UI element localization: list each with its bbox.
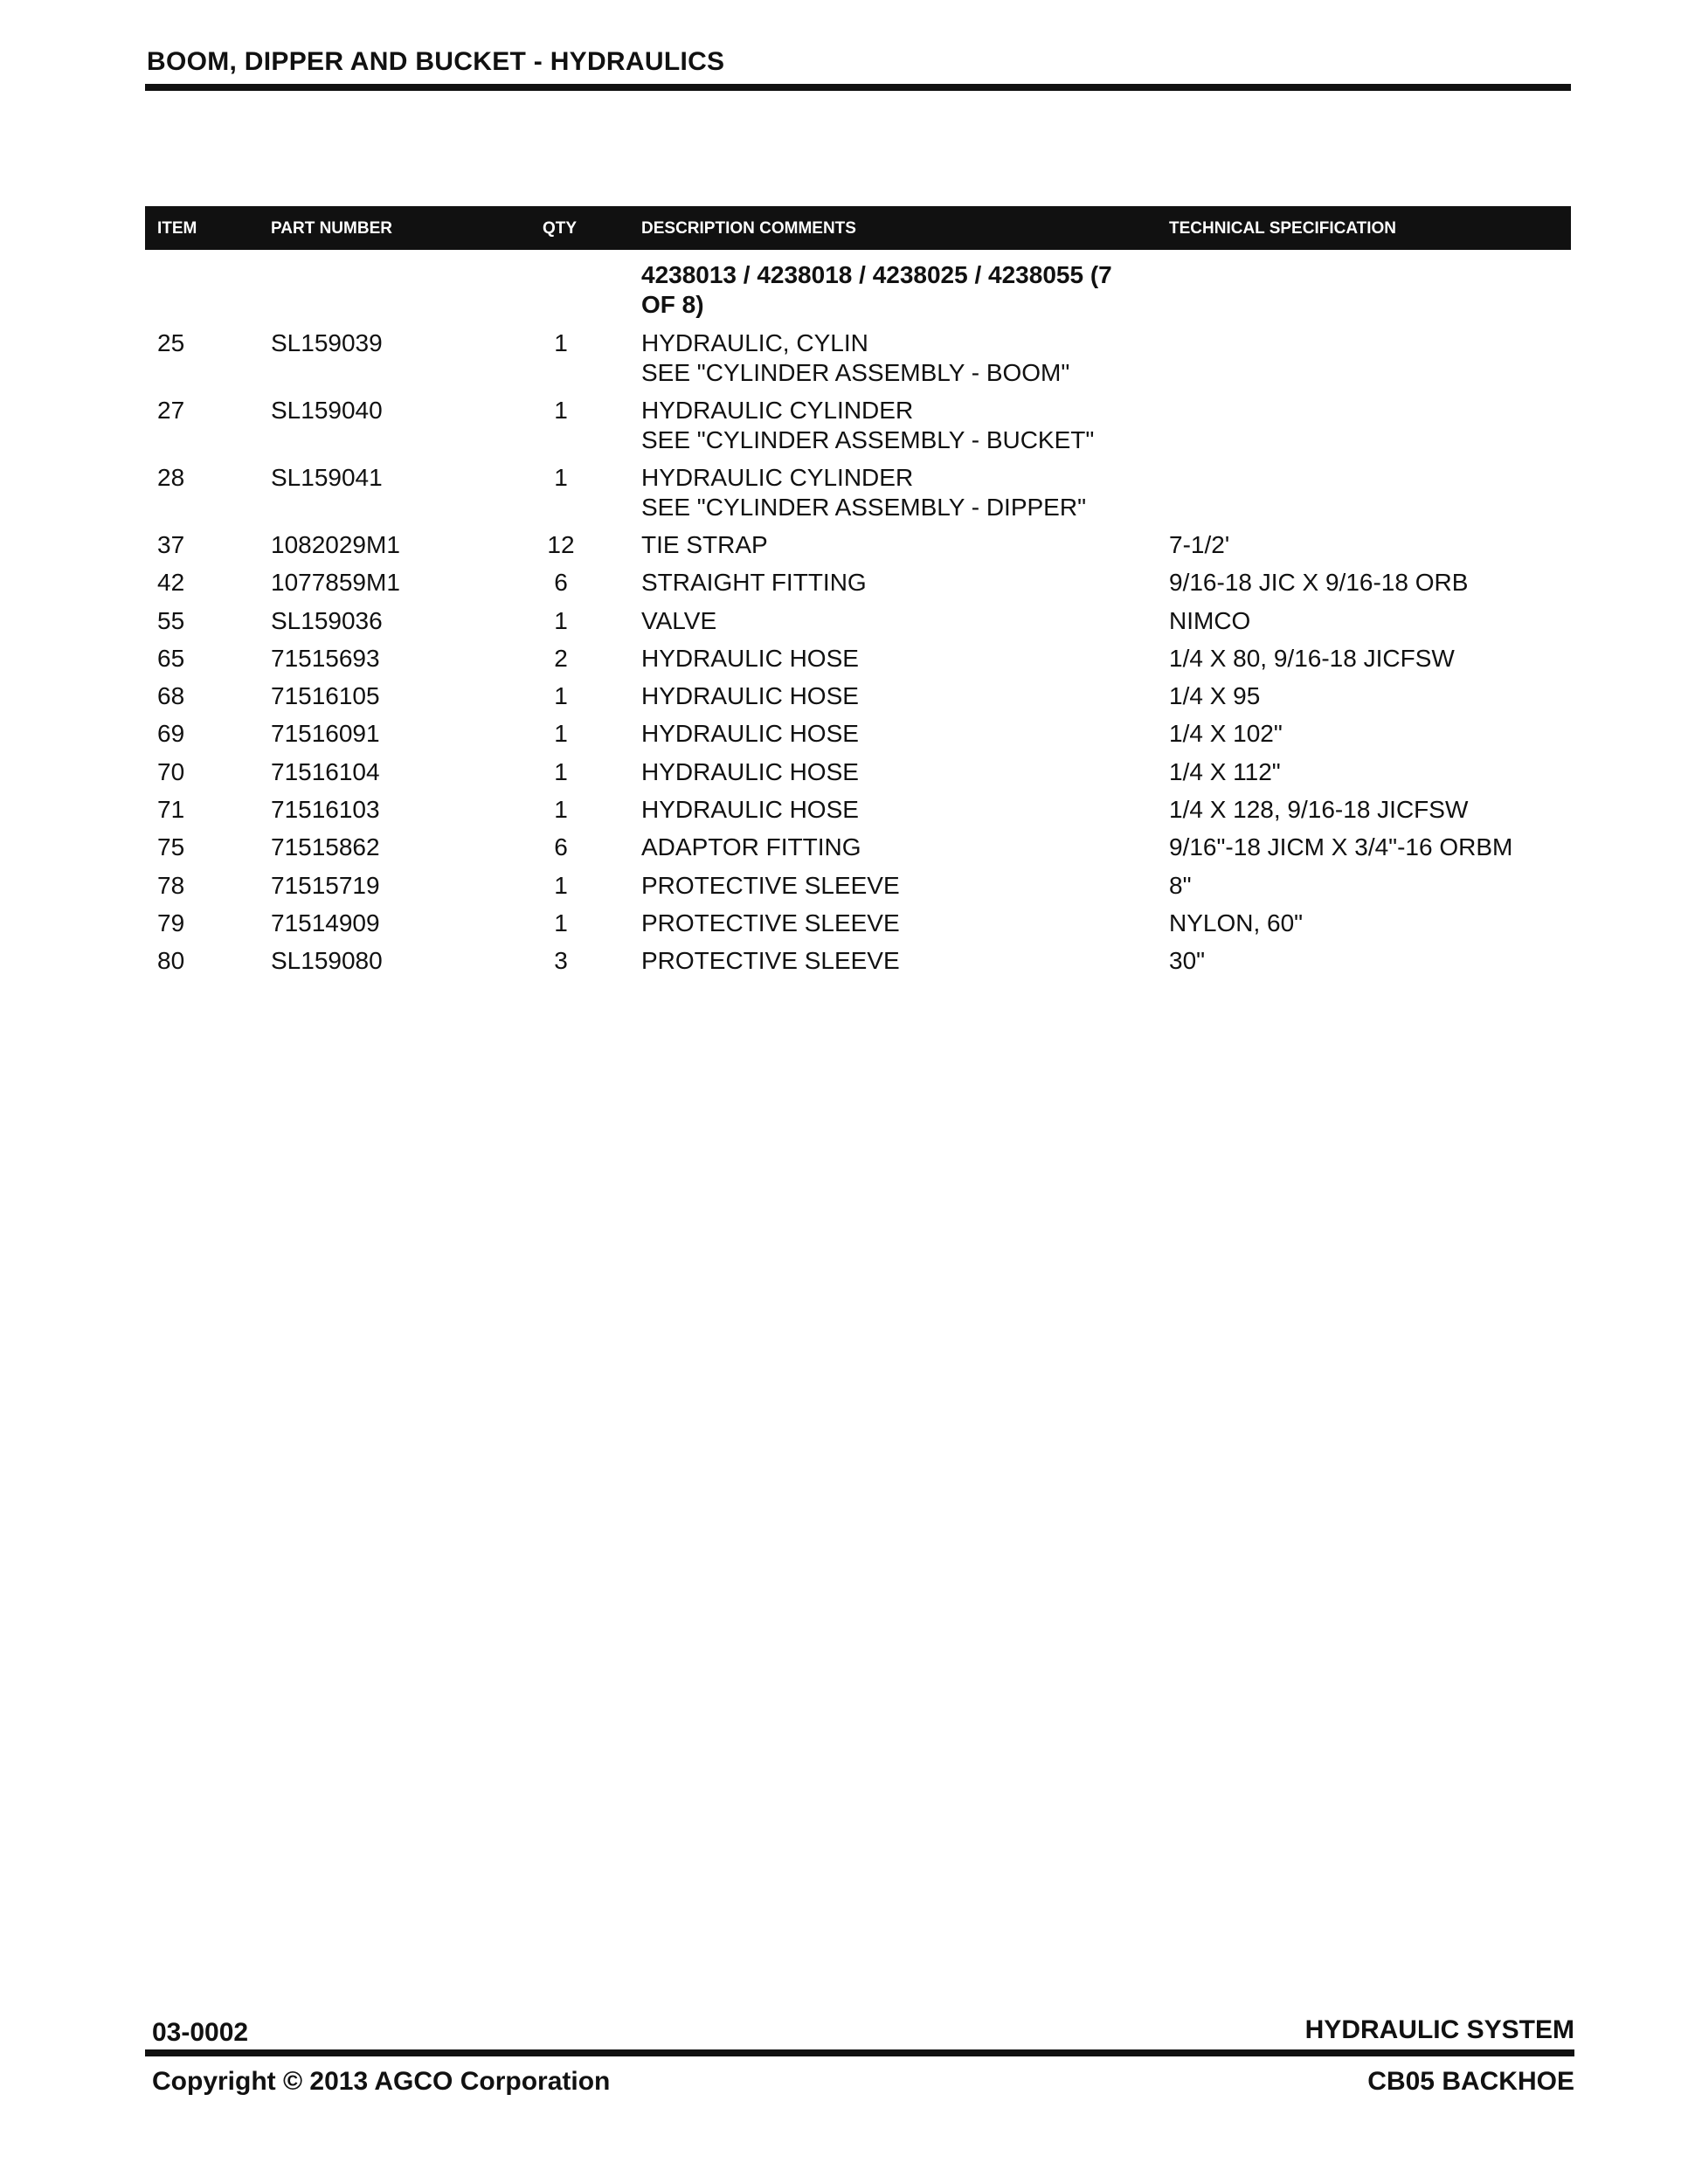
tech-spec-cell: 9/16"-18 JICM X 3/4"-16 ORBM bbox=[1169, 833, 1513, 861]
part-number-cell: 1082029M1 bbox=[271, 531, 400, 558]
table-row bbox=[145, 606, 1571, 644]
item-cell: 78 bbox=[157, 871, 185, 899]
table-row bbox=[145, 833, 1571, 870]
item-cell: 75 bbox=[157, 833, 185, 861]
description-cell: HYDRAULIC HOSE bbox=[641, 796, 859, 824]
tech-spec-cell: NYLON, 60" bbox=[1169, 909, 1304, 936]
page-title: BOOM, DIPPER AND BUCKET - HYDRAULICS bbox=[147, 47, 725, 76]
qty-cell: 6 bbox=[554, 833, 568, 861]
part-number-cell: 1077859M1 bbox=[271, 569, 400, 597]
comment-text: SEE "CYLINDER ASSEMBLY - BOOM" bbox=[641, 359, 1070, 386]
table-row bbox=[145, 757, 1571, 795]
item-cell: 25 bbox=[157, 329, 185, 356]
qty-cell: 1 bbox=[554, 682, 568, 710]
tech-spec-cell: 1/4 X 95 bbox=[1169, 682, 1261, 710]
qty-cell: 1 bbox=[554, 397, 568, 424]
qty-cell: 1 bbox=[554, 909, 568, 936]
description-cell: HYDRAULIC HOSE bbox=[641, 720, 859, 748]
part-number-cell: 71515862 bbox=[271, 833, 380, 861]
part-number-cell: 71516103 bbox=[271, 796, 380, 824]
description-cell: PROTECTIVE SLEEVE bbox=[641, 909, 900, 936]
item-cell: 79 bbox=[157, 909, 185, 936]
description-cell: ADAPTOR FITTING bbox=[641, 833, 861, 861]
table-body bbox=[145, 328, 1571, 985]
section-title: HYDRAULIC SYSTEM bbox=[1304, 2015, 1574, 2044]
qty-cell: 1 bbox=[554, 757, 568, 785]
description-cell: HYDRAULIC HOSE bbox=[641, 644, 859, 672]
title-rule bbox=[145, 84, 1571, 91]
qty-cell: 1 bbox=[554, 464, 568, 491]
part-number-cell: SL159036 bbox=[271, 606, 383, 634]
table-row bbox=[145, 795, 1571, 833]
model-note-row bbox=[145, 260, 1571, 328]
page-code: 03-0002 bbox=[152, 2018, 249, 2047]
item-cell: 70 bbox=[157, 757, 185, 785]
table-header bbox=[145, 206, 1571, 250]
part-number-cell: 71516104 bbox=[271, 757, 380, 785]
comment-text: SEE "CYLINDER ASSEMBLY - BUCKET" bbox=[641, 426, 1095, 453]
item-cell: 69 bbox=[157, 720, 185, 748]
table-row bbox=[145, 644, 1571, 681]
tech-spec-cell: 8" bbox=[1169, 871, 1192, 899]
tech-spec-cell: NIMCO bbox=[1169, 606, 1251, 634]
col-header-item: ITEM bbox=[157, 219, 197, 238]
item-cell: 42 bbox=[157, 569, 185, 597]
item-cell: 68 bbox=[157, 682, 185, 710]
qty-cell: 6 bbox=[554, 569, 568, 597]
description-cell bbox=[641, 396, 1131, 455]
part-number-cell: 71514909 bbox=[271, 909, 380, 936]
part-number-cell: SL159040 bbox=[271, 397, 383, 424]
table-row bbox=[145, 909, 1571, 946]
model-name: CB05 BACKHOE bbox=[1367, 2067, 1574, 2096]
tech-spec-cell: 1/4 X 80, 9/16-18 JICFSW bbox=[1169, 644, 1455, 672]
tech-spec-cell: 30" bbox=[1169, 947, 1206, 975]
description-cell: VALVE bbox=[641, 606, 717, 634]
qty-cell: 1 bbox=[554, 796, 568, 824]
table-row bbox=[145, 568, 1571, 605]
col-header-part-number: PART NUMBER bbox=[271, 219, 392, 238]
table-row bbox=[145, 530, 1571, 568]
table-row bbox=[145, 871, 1571, 909]
tech-spec-cell: 9/16-18 JIC X 9/16-18 ORB bbox=[1169, 569, 1469, 597]
tech-spec-cell: 1/4 X 112" bbox=[1169, 757, 1281, 785]
part-number-cell: 71515719 bbox=[271, 871, 380, 899]
item-cell: 71 bbox=[157, 796, 185, 824]
table-row bbox=[145, 719, 1571, 757]
qty-cell: 3 bbox=[554, 947, 568, 975]
item-cell: 28 bbox=[157, 464, 185, 491]
description-text: HYDRAULIC CYLINDER bbox=[641, 464, 914, 491]
part-number-cell: 71516091 bbox=[271, 720, 380, 748]
qty-cell: 1 bbox=[554, 871, 568, 899]
col-header-tech-spec: TECHNICAL SPECIFICATION bbox=[1169, 219, 1397, 238]
model-note: 4238013 / 4238018 / 4238025 / 4238055 (7 OF 8) bbox=[641, 261, 1112, 318]
description-text: HYDRAULIC, CYLIN bbox=[641, 329, 868, 356]
part-number-cell: SL159039 bbox=[271, 329, 383, 356]
part-number-cell: SL159041 bbox=[271, 464, 383, 491]
copyright: Copyright © 2013 AGCO Corporation bbox=[152, 2067, 611, 2096]
table-row bbox=[145, 681, 1571, 719]
description-text: HYDRAULIC CYLINDER bbox=[641, 397, 914, 424]
footer-rule bbox=[145, 2049, 1574, 2056]
qty-cell: 1 bbox=[554, 606, 568, 634]
comment-text: SEE "CYLINDER ASSEMBLY - DIPPER" bbox=[641, 494, 1087, 521]
item-cell: 55 bbox=[157, 606, 185, 634]
tech-spec-cell: 1/4 X 128, 9/16-18 JICFSW bbox=[1169, 796, 1469, 824]
qty-cell: 12 bbox=[547, 531, 575, 558]
description-cell bbox=[641, 328, 1131, 388]
description-cell bbox=[641, 463, 1131, 522]
item-cell: 80 bbox=[157, 947, 185, 975]
qty-cell: 2 bbox=[554, 644, 568, 672]
item-cell: 27 bbox=[157, 397, 185, 424]
item-cell: 37 bbox=[157, 531, 185, 558]
qty-cell: 1 bbox=[554, 720, 568, 748]
col-header-qty: QTY bbox=[543, 219, 578, 238]
part-number-cell: SL159080 bbox=[271, 947, 383, 975]
description-cell: HYDRAULIC HOSE bbox=[641, 682, 859, 710]
description-cell: STRAIGHT FITTING bbox=[641, 569, 867, 597]
part-number-cell: 71516105 bbox=[271, 682, 380, 710]
table-row bbox=[145, 396, 1571, 463]
description-cell: TIE STRAP bbox=[641, 531, 768, 558]
table-row bbox=[145, 463, 1571, 530]
item-cell: 65 bbox=[157, 644, 185, 672]
table-row bbox=[145, 328, 1571, 396]
description-cell: PROTECTIVE SLEEVE bbox=[641, 947, 900, 975]
description-cell: PROTECTIVE SLEEVE bbox=[641, 871, 900, 899]
part-number-cell: 71515693 bbox=[271, 644, 380, 672]
tech-spec-cell: 1/4 X 102" bbox=[1169, 720, 1283, 748]
description-cell: HYDRAULIC HOSE bbox=[641, 757, 859, 785]
tech-spec-cell: 7-1/2' bbox=[1169, 531, 1230, 558]
parts-table bbox=[145, 206, 1571, 985]
table-row bbox=[145, 946, 1571, 984]
col-header-description: DESCRIPTION COMMENTS bbox=[641, 219, 856, 238]
qty-cell: 1 bbox=[554, 329, 568, 356]
